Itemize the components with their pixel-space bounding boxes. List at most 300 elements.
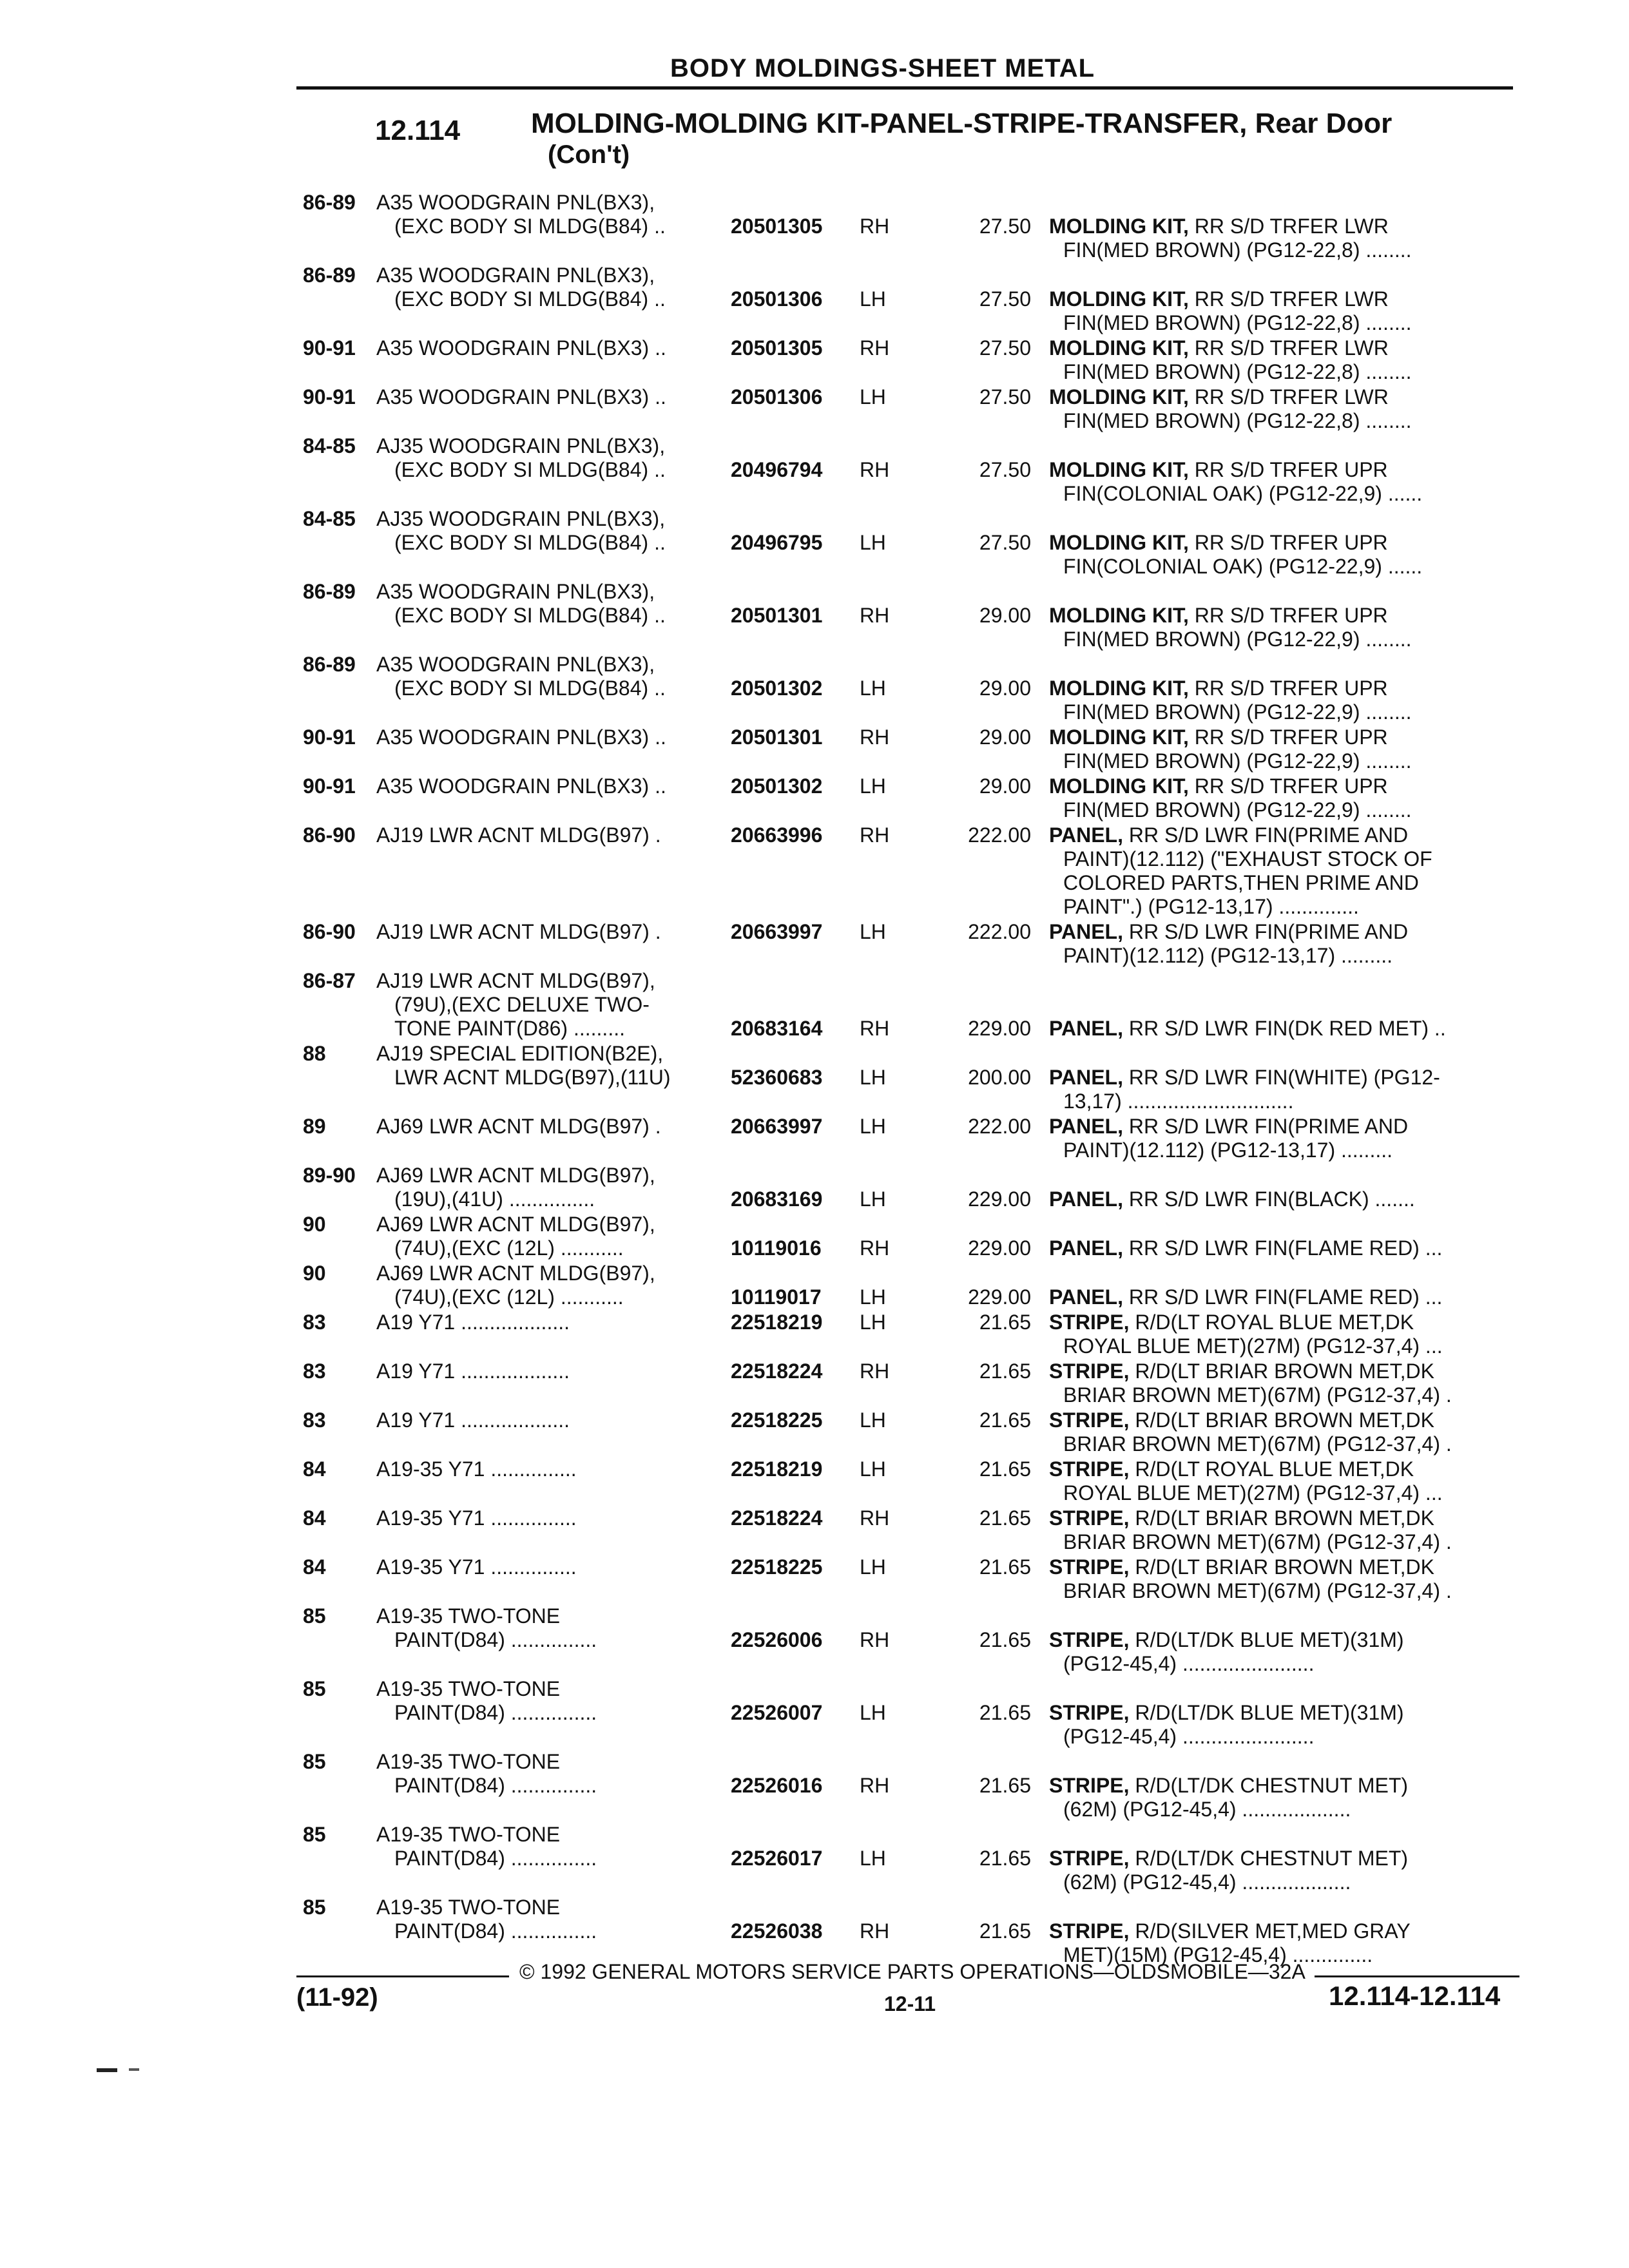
part-name-keyword: MOLDING KIT, [1049, 726, 1189, 749]
row-part-number: 52360683 [731, 1066, 823, 1089]
part-name-line: ROYAL BLUE MET)(27M) (PG12-37,4) ... [1063, 1334, 1443, 1358]
application-line: AJ69 LWR ACNT MLDG(B97), [376, 1262, 655, 1285]
row-part-number: 20501301 [731, 604, 823, 627]
row-part-name [1049, 1506, 1513, 1554]
part-name-detail: RR S/D TRFER LWR [1188, 336, 1389, 360]
row-years: 85 [303, 1750, 326, 1773]
row-price: 222.00 [968, 920, 1031, 943]
table-row [0, 1262, 1629, 1311]
part-name-line [1049, 1360, 1513, 1383]
row-part-number: 10119016 [731, 1236, 822, 1260]
part-name-keyword: STRIPE, [1049, 1457, 1130, 1481]
row-price: 21.65 [979, 1555, 1031, 1579]
part-name-detail: RR S/D LWR FIN(PRIME AND [1123, 1115, 1409, 1138]
part-name-detail: RR S/D TRFER LWR [1188, 287, 1389, 311]
part-name-keyword: PANEL, [1049, 1285, 1123, 1309]
application-line: (79U),(EXC DELUXE TWO- [394, 993, 650, 1016]
row-part-number: 20501302 [731, 774, 823, 798]
row-side: LH [860, 1408, 886, 1432]
table-row [0, 653, 1629, 726]
application-line: A35 WOODGRAIN PNL(BX3) .. [376, 385, 666, 408]
row-application [376, 653, 737, 700]
application-line: PAINT(D84) ............... [394, 1774, 597, 1797]
part-name-keyword: MOLDING KIT, [1049, 287, 1189, 311]
part-name-detail: RR S/D LWR FIN(DK RED MET) .. [1123, 1017, 1446, 1040]
row-application [376, 507, 737, 555]
application-line: (EXC BODY SI MLDG(B84) .. [394, 215, 666, 238]
row-side: LH [860, 1187, 886, 1211]
part-name-line [1049, 920, 1513, 944]
row-application [376, 191, 737, 238]
part-name-keyword: MOLDING KIT, [1049, 215, 1189, 238]
row-part-name [1049, 1360, 1513, 1407]
row-part-number: 22526016 [731, 1774, 823, 1797]
row-application [376, 1604, 737, 1652]
part-name-line [1049, 1311, 1513, 1334]
part-name-line [1049, 385, 1513, 409]
part-name-keyword: STRIPE, [1049, 1506, 1130, 1530]
row-application [376, 1262, 737, 1309]
row-application [376, 823, 737, 847]
part-name-detail: RR S/D TRFER LWR [1188, 215, 1389, 238]
row-side: LH [860, 1115, 886, 1138]
footer-rule-right [1315, 1975, 1519, 1977]
application-line: AJ35 WOODGRAIN PNL(BX3), [376, 434, 666, 457]
part-name-line [1049, 823, 1513, 847]
row-application [376, 969, 737, 1041]
row-side: LH [860, 1066, 886, 1089]
row-years: 84-85 [303, 507, 356, 530]
row-years: 86-90 [303, 920, 356, 943]
row-part-number: 22518225 [731, 1555, 823, 1579]
row-years: 84 [303, 1457, 326, 1481]
application-line: AJ19 LWR ACNT MLDG(B97) . [376, 823, 661, 847]
table-row [0, 1042, 1629, 1115]
application-line: A35 WOODGRAIN PNL(BX3) .. [376, 336, 666, 360]
row-years: 85 [303, 1823, 326, 1846]
row-side: LH [860, 1847, 886, 1870]
application-line: A19-35 Y71 ............... [376, 1555, 577, 1579]
part-name-line [1049, 1408, 1513, 1432]
row-side: LH [860, 385, 886, 408]
table-row [0, 1506, 1629, 1555]
row-years: 86-89 [303, 580, 356, 603]
application-line: A35 WOODGRAIN PNL(BX3), [376, 191, 655, 214]
row-side: RH [860, 1919, 890, 1943]
row-application [376, 1896, 737, 1943]
row-application [376, 1115, 737, 1139]
part-name-line [1049, 287, 1513, 311]
row-years: 90-91 [303, 385, 356, 408]
part-name-line [1049, 1628, 1513, 1652]
part-name-line: BRIAR BROWN MET)(67M) (PG12-37,4) . [1063, 1432, 1452, 1456]
part-name-line [1049, 1285, 1513, 1309]
row-part-name [1049, 1187, 1513, 1211]
part-name-keyword: STRIPE, [1049, 1555, 1130, 1579]
table-row [0, 191, 1629, 264]
table-row [0, 1408, 1629, 1457]
part-name-line [1049, 677, 1513, 700]
part-name-detail: RR S/D TRFER UPR [1188, 458, 1388, 481]
part-name-line: FIN(MED BROWN) (PG12-22,8) ........ [1063, 238, 1412, 262]
section-title-line1: MOLDING-MOLDING KIT-PANEL-STRIPE-TRANSFER, Rear Door [531, 108, 1393, 139]
application-line: A19-35 TWO-TONE [376, 1604, 561, 1628]
application-line: A35 WOODGRAIN PNL(BX3) .. [376, 774, 666, 798]
part-name-line [1049, 1115, 1513, 1139]
application-line: AJ19 LWR ACNT MLDG(B97), [376, 969, 655, 992]
part-name-line: BRIAR BROWN MET)(67M) (PG12-37,4) . [1063, 1383, 1452, 1407]
part-name-line: BRIAR BROWN MET)(67M) (PG12-37,4) . [1063, 1579, 1452, 1602]
row-side: LH [860, 1701, 886, 1724]
row-years: 88 [303, 1042, 326, 1065]
part-name-keyword: PANEL, [1049, 920, 1123, 943]
row-price: 27.50 [979, 336, 1031, 360]
row-part-number: 22518219 [731, 1311, 823, 1334]
part-name-keyword: MOLDING KIT, [1049, 385, 1189, 408]
row-years: 85 [303, 1896, 326, 1919]
row-side: RH [860, 336, 890, 360]
part-name-line: (62M) (PG12-45,4) ................... [1063, 1798, 1351, 1821]
part-name-keyword: PANEL, [1049, 1236, 1123, 1260]
table-row [0, 1896, 1629, 1968]
row-application [376, 726, 737, 749]
application-line: A19 Y71 ................... [376, 1311, 570, 1334]
part-name-line: FIN(MED BROWN) (PG12-22,9) ........ [1063, 628, 1412, 651]
row-part-name [1049, 1628, 1513, 1676]
part-name-line: FIN(MED BROWN) (PG12-22,9) ........ [1063, 749, 1412, 773]
row-price: 29.00 [979, 774, 1031, 798]
row-application [376, 1457, 737, 1481]
application-line: (EXC BODY SI MLDG(B84) .. [394, 677, 666, 700]
table-row [0, 1750, 1629, 1823]
row-years: 84 [303, 1506, 326, 1530]
row-side: RH [860, 823, 890, 847]
row-part-number: 22518224 [731, 1506, 823, 1530]
table-row [0, 1311, 1629, 1360]
part-name-line [1049, 726, 1513, 749]
table-row [0, 920, 1629, 969]
part-name-line [1049, 1774, 1513, 1798]
row-price: 21.65 [979, 1506, 1031, 1530]
row-part-number: 20683164 [731, 1017, 823, 1040]
footer-page-number: 12-11 [884, 1992, 936, 2015]
part-name-keyword: STRIPE, [1049, 1360, 1130, 1383]
part-name-detail: R/D(LT BRIAR BROWN MET,DK [1129, 1408, 1434, 1432]
application-line: A35 WOODGRAIN PNL(BX3), [376, 580, 655, 603]
application-line: (19U),(41U) ............... [394, 1187, 595, 1211]
row-application [376, 774, 737, 798]
row-part-name [1049, 823, 1513, 919]
part-name-line: ROYAL BLUE MET)(27M) (PG12-37,4) ... [1063, 1481, 1443, 1504]
application-line: PAINT(D84) ............... [394, 1701, 597, 1724]
application-line: AJ19 SPECIAL EDITION(B2E), [376, 1042, 664, 1065]
part-name-keyword: STRIPE, [1049, 1774, 1130, 1797]
part-name-line: FIN(COLONIAL OAK) (PG12-22,9) ...... [1063, 482, 1423, 505]
part-name-keyword: PANEL, [1049, 1017, 1123, 1040]
row-price: 27.50 [979, 215, 1031, 238]
part-name-line: FIN(COLONIAL OAK) (PG12-22,9) ...... [1063, 555, 1423, 578]
part-name-detail: RR S/D LWR FIN(WHITE) (PG12- [1123, 1066, 1440, 1089]
row-price: 222.00 [968, 823, 1031, 847]
part-name-detail: RR S/D LWR FIN(PRIME AND [1123, 823, 1409, 847]
section-title [531, 108, 1392, 170]
part-name-detail: RR S/D TRFER UPR [1188, 604, 1388, 627]
part-name-line: MET)(15M) (PG12-45,4) .............. [1063, 1943, 1373, 1966]
part-name-detail: RR S/D TRFER LWR [1188, 385, 1389, 408]
part-name-detail: RR S/D TRFER UPR [1188, 531, 1388, 554]
application-line: (74U),(EXC (12L) ........... [394, 1236, 624, 1260]
table-row [0, 969, 1629, 1042]
application-line: AJ19 LWR ACNT MLDG(B97) . [376, 920, 661, 943]
row-years: 89 [303, 1115, 326, 1138]
application-line: A19-35 TWO-TONE [376, 1823, 561, 1846]
part-name-keyword: MOLDING KIT, [1049, 774, 1189, 798]
table-row [0, 774, 1629, 823]
row-part-name [1049, 458, 1513, 506]
row-part-name [1049, 1066, 1513, 1113]
table-row [0, 1823, 1629, 1896]
table-row [0, 1115, 1629, 1164]
row-application [376, 1213, 737, 1260]
footer-rule-left [296, 1975, 509, 1977]
row-side: RH [860, 1628, 890, 1651]
part-name-detail: R/D(LT/DK CHESTNUT MET) [1129, 1774, 1409, 1797]
part-name-keyword: STRIPE, [1049, 1919, 1130, 1943]
part-name-detail: RR S/D LWR FIN(FLAME RED) ... [1123, 1285, 1443, 1309]
row-price: 21.65 [979, 1457, 1031, 1481]
row-application [376, 264, 737, 311]
part-name-detail: R/D(LT ROYAL BLUE MET,DK [1129, 1457, 1414, 1481]
table-row [0, 1164, 1629, 1213]
part-name-line [1049, 458, 1513, 482]
row-years: 86-90 [303, 823, 356, 847]
row-application [376, 1360, 737, 1383]
part-name-line [1049, 215, 1513, 238]
part-name-detail: RR S/D LWR FIN(BLACK) ....... [1123, 1187, 1415, 1211]
row-side: LH [860, 677, 886, 700]
part-name-line: FIN(MED BROWN) (PG12-22,8) ........ [1063, 311, 1412, 334]
row-side: RH [860, 726, 890, 749]
part-name-line [1049, 531, 1513, 555]
row-part-number: 20683169 [731, 1187, 823, 1211]
row-years: 84-85 [303, 434, 356, 457]
application-line: A19 Y71 ................... [376, 1360, 570, 1383]
part-name-line: FIN(MED BROWN) (PG12-22,8) ........ [1063, 409, 1412, 432]
row-price: 229.00 [968, 1236, 1031, 1260]
application-line: (EXC BODY SI MLDG(B84) .. [394, 458, 666, 481]
scan-mark [129, 2068, 139, 2071]
row-years: 86-89 [303, 653, 356, 676]
row-price: 229.00 [968, 1187, 1031, 1211]
row-part-number: 20663997 [731, 920, 823, 943]
row-price: 27.50 [979, 287, 1031, 311]
application-line: (EXC BODY SI MLDG(B84) .. [394, 287, 666, 311]
part-name-detail: R/D(LT/DK CHESTNUT MET) [1129, 1847, 1409, 1870]
row-part-number: 20496795 [731, 531, 823, 554]
part-name-line: (PG12-45,4) ....................... [1063, 1725, 1315, 1748]
row-part-name [1049, 1311, 1513, 1358]
row-price: 21.65 [979, 1311, 1031, 1334]
row-application [376, 1823, 737, 1870]
row-years: 86-89 [303, 191, 356, 214]
part-name-keyword: STRIPE, [1049, 1311, 1130, 1334]
row-application [376, 1164, 737, 1211]
row-part-name [1049, 1847, 1513, 1894]
row-part-number: 22526006 [731, 1628, 823, 1651]
row-application [376, 1677, 737, 1725]
part-name-detail: R/D(LT/DK BLUE MET)(31M) [1129, 1701, 1404, 1724]
part-name-keyword: MOLDING KIT, [1049, 458, 1189, 481]
application-line: A19-35 Y71 ............... [376, 1506, 577, 1530]
part-name-detail: RR S/D LWR FIN(PRIME AND [1123, 920, 1409, 943]
part-name-keyword: PANEL, [1049, 1115, 1123, 1138]
table-row [0, 264, 1629, 336]
part-name-line: PAINT)(12.112) ("EXHAUST STOCK OF [1063, 847, 1432, 870]
row-years: 90-91 [303, 336, 356, 360]
parts-table [0, 191, 1629, 1968]
application-line: A19-35 Y71 ............... [376, 1457, 577, 1481]
row-price: 229.00 [968, 1017, 1031, 1040]
row-price: 21.65 [979, 1919, 1031, 1943]
row-part-number: 20663997 [731, 1115, 823, 1138]
row-years: 86-89 [303, 264, 356, 287]
table-row [0, 507, 1629, 580]
part-name-line: BRIAR BROWN MET)(67M) (PG12-37,4) . [1063, 1530, 1452, 1553]
row-years: 84 [303, 1555, 326, 1579]
part-name-detail: RR S/D TRFER UPR [1188, 774, 1388, 798]
row-application [376, 920, 737, 944]
part-name-line [1049, 1066, 1513, 1090]
row-part-number: 22518219 [731, 1457, 823, 1481]
row-part-name [1049, 774, 1513, 822]
part-name-keyword: MOLDING KIT, [1049, 531, 1189, 554]
row-part-name [1049, 287, 1513, 335]
part-name-line [1049, 774, 1513, 798]
table-row [0, 434, 1629, 507]
part-name-line [1049, 1017, 1513, 1041]
application-line: LWR ACNT MLDG(B97),(11U) [394, 1066, 671, 1089]
row-side: LH [860, 774, 886, 798]
footer-date: (11-92) [296, 1983, 378, 2012]
row-part-name [1049, 385, 1513, 433]
part-name-line: COLORED PARTS,THEN PRIME AND [1063, 871, 1419, 894]
section-title-line2: (Con't) [548, 140, 630, 169]
part-name-detail: RR S/D TRFER UPR [1188, 677, 1388, 700]
row-price: 27.50 [979, 531, 1031, 554]
row-application [376, 1750, 737, 1798]
row-side: RH [860, 1774, 890, 1797]
part-name-keyword: STRIPE, [1049, 1628, 1130, 1651]
part-name-detail: R/D(LT/DK BLUE MET)(31M) [1129, 1628, 1404, 1651]
part-name-line [1049, 604, 1513, 628]
row-part-name [1049, 1236, 1513, 1260]
table-row [0, 385, 1629, 434]
row-part-number: 20501306 [731, 385, 823, 408]
part-name-line [1049, 1236, 1513, 1260]
part-name-detail: RR S/D LWR FIN(FLAME RED) ... [1123, 1236, 1443, 1260]
row-years: 83 [303, 1311, 326, 1334]
row-side: RH [860, 215, 890, 238]
application-line: AJ35 WOODGRAIN PNL(BX3), [376, 507, 666, 530]
row-price: 21.65 [979, 1628, 1031, 1651]
row-side: LH [860, 531, 886, 554]
row-price: 21.65 [979, 1360, 1031, 1383]
application-line: A19 Y71 ................... [376, 1408, 570, 1432]
row-price: 229.00 [968, 1285, 1031, 1309]
table-row [0, 823, 1629, 920]
row-side: RH [860, 1360, 890, 1383]
part-name-keyword: STRIPE, [1049, 1701, 1130, 1724]
row-part-number: 20501305 [731, 215, 823, 238]
footer-copyright: © 1992 GENERAL MOTORS SERVICE PARTS OPERATIONS—OLDSMOBILE—32A [519, 1960, 1306, 1983]
part-name-line [1049, 1919, 1513, 1943]
application-line: AJ69 LWR ACNT MLDG(B97), [376, 1213, 655, 1236]
row-part-name [1049, 1115, 1513, 1162]
part-name-keyword: MOLDING KIT, [1049, 336, 1189, 360]
part-name-keyword: MOLDING KIT, [1049, 604, 1189, 627]
row-side: RH [860, 1017, 890, 1040]
row-side: LH [860, 1285, 886, 1309]
row-side: LH [860, 1311, 886, 1334]
page-header-title: BODY MOLDINGS-SHEET METAL [670, 54, 1095, 82]
row-part-name [1049, 1555, 1513, 1603]
part-name-detail: R/D(LT BRIAR BROWN MET,DK [1129, 1555, 1434, 1579]
row-years: 90-91 [303, 774, 356, 798]
table-row [0, 1555, 1629, 1604]
row-years: 83 [303, 1408, 326, 1432]
application-line: A19-35 TWO-TONE [376, 1750, 561, 1773]
part-name-line: FIN(MED BROWN) (PG12-22,9) ........ [1063, 798, 1412, 822]
row-years: 83 [303, 1360, 326, 1383]
row-side: RH [860, 458, 890, 481]
application-line: AJ69 LWR ACNT MLDG(B97), [376, 1164, 655, 1187]
row-part-name [1049, 336, 1513, 384]
row-side: LH [860, 287, 886, 311]
row-price: 27.50 [979, 458, 1031, 481]
row-years: 85 [303, 1677, 326, 1700]
row-part-number: 20501301 [731, 726, 823, 749]
part-name-keyword: STRIPE, [1049, 1847, 1130, 1870]
row-part-number: 22526038 [731, 1919, 823, 1943]
row-price: 21.65 [979, 1774, 1031, 1797]
row-part-number: 22526017 [731, 1847, 823, 1870]
row-application [376, 385, 737, 409]
application-line: A19-35 TWO-TONE [376, 1677, 561, 1700]
table-row [0, 336, 1629, 385]
application-line: A19-35 TWO-TONE [376, 1896, 561, 1919]
row-part-name [1049, 215, 1513, 262]
row-price: 21.65 [979, 1408, 1031, 1432]
part-name-detail: R/D(LT BRIAR BROWN MET,DK [1129, 1360, 1434, 1383]
row-part-name [1049, 531, 1513, 579]
row-years: 90 [303, 1213, 326, 1236]
row-part-name [1049, 1774, 1513, 1821]
row-application [376, 1311, 737, 1334]
application-line: PAINT(D84) ............... [394, 1919, 597, 1943]
application-line: PAINT(D84) ............... [394, 1628, 597, 1651]
section-number: 12.114 [375, 115, 461, 146]
row-part-number: 20496794 [731, 458, 823, 481]
row-part-number: 22518225 [731, 1408, 823, 1432]
part-name-line: (PG12-45,4) ....................... [1063, 1652, 1315, 1675]
table-row [0, 1604, 1629, 1677]
part-name-line [1049, 1506, 1513, 1530]
part-name-line: 13,17) ............................. [1063, 1090, 1294, 1113]
row-part-number: 10119017 [731, 1285, 822, 1309]
row-side: LH [860, 920, 886, 943]
footer-section-range: 12.114-12.114 [1329, 1981, 1501, 2011]
table-row [0, 580, 1629, 653]
